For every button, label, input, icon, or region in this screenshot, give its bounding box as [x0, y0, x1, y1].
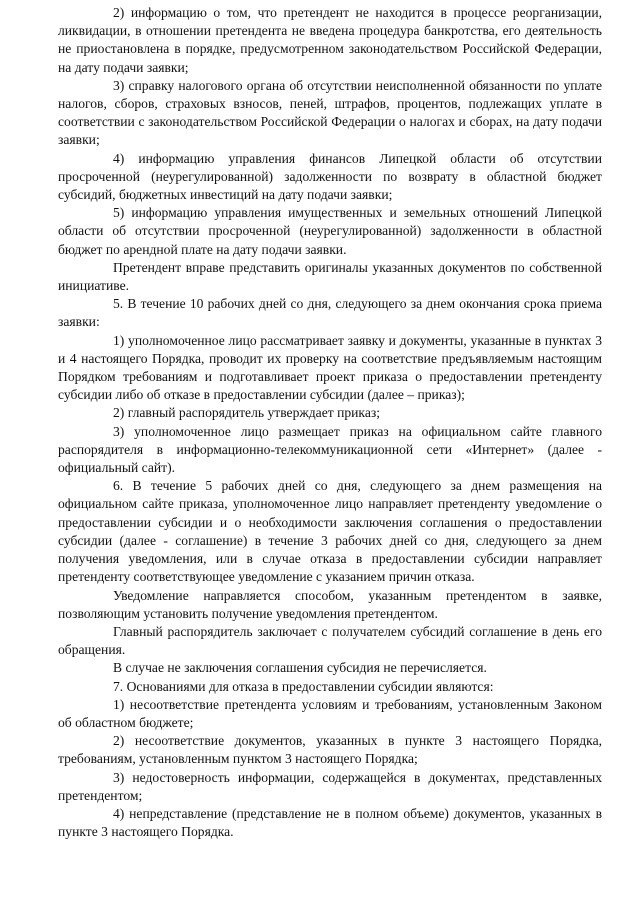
paragraph-finance-info: 4) информацию управления финансов Липецкой области об отсутствии просроченной (неурегулированной) задолженности по возврату в областной бюджет субсидий, бюджетных инвестиций на дату подачи заявки;	[58, 150, 602, 203]
paragraph-info-reorganization: 2) информацию о том, что претендент не находится в процессе реорганизации, ликвидации, в отношении претендента не введена процедура банкротства, его деятельность не приостановлена в порядке, предусмотренном законодательством Российской Федерации, на дату подачи заявки;	[58, 5, 602, 75]
paragraph-item-7-4: 4) непредставление (представление не в полном объеме) документов, указанных в пункте 3 настоящего Порядка.	[58, 805, 602, 840]
paragraph-item-7: 7. Основаниями для отказа в предоставлении субсидии являются:	[113, 678, 494, 694]
paragraph-tax-certificate: 3) справку налогового органа об отсутствии неисполненной обязанности по уплате налогов, сборов, страховых взносов, пеней, штрафов, процентов, подлежащих уплате в соответствии с законодательством Российской Федерации о налогах и сборах, на дату подачи заявки;	[58, 77, 602, 148]
paragraph-notification-method: Уведомление направляется способом, указанным претендентом в заявке, позволяющим установить получение уведомления претендентом.	[58, 587, 602, 621]
paragraph-no-agreement: В случае не заключения соглашения субсидия не перечисляется.	[113, 660, 487, 676]
paragraph-item-5-2: 2) главный распорядитель утверждает приказ;	[113, 405, 381, 421]
paragraph-agreement-conclusion: Главный распорядитель заключает с получателем субсидий соглашение в день его обращения.	[58, 623, 602, 658]
paragraph-item-7-2: 2) несоответствие документов, указанных в пункте 3 настоящего Порядка, требованиям, установленным пунктом 3 настоящего Порядка;	[58, 733, 602, 767]
paragraph-originals: Претендент вправе представить оригиналы указанных документов по собственной инициативе.	[58, 259, 602, 294]
paragraph-item-5: 5. В течение 10 рабочих дней со дня, следующего за днем окончания срока приема заявки:	[58, 296, 602, 330]
paragraph-item-7-1: 1) несоответствие претендента условиям и требованиям, установленным Законом об областном бюджете;	[58, 696, 602, 730]
paragraph-item-6: 6. В течение 5 рабочих дней со дня, следующего за днем размещения на официальном сайте приказа, уполномоченное лицо направляет претенденту уведомление о предоставлении субсидии и о необходимости заключения соглашения о предоставлении субсидии (далее - соглашение) в течение 3 рабочих дней со дня, следующего за днем получения уведомления, или в случае отказа в предоставлении субсидии направляет претенденту соответствующее уведомление с указанием причин отказа.	[58, 478, 602, 585]
paragraph-item-5-1: 1) уполномоченное лицо рассматривает заявку и документы, указанные в пунктах 3 и 4 настоящего Порядка, проводит их проверку на соответствие предъявляемым настоящим Порядком требованиям и подготавливает проект приказа о предоставлении претенденту субсидии либо об отказе в предоставлении субсидии (далее – приказ);	[58, 332, 602, 403]
paragraph-item-5-3: 3) уполномоченное лицо размещает приказ на официальном сайте главного распорядителя в информационно-телекоммуникационной сети «Интернет» (далее - официальный сайт).	[58, 423, 602, 476]
paragraph-item-7-3: 3) недостоверность информации, содержащейся в документах, представленных претендентом;	[58, 769, 602, 803]
paragraph-property-info: 5) информацию управления имущественных и земельных отношений Липецкой области об отсутствии просроченной (неурегулированной) задолженности в областной бюджет по арендной плате на дату подачи заявки.	[58, 205, 602, 257]
